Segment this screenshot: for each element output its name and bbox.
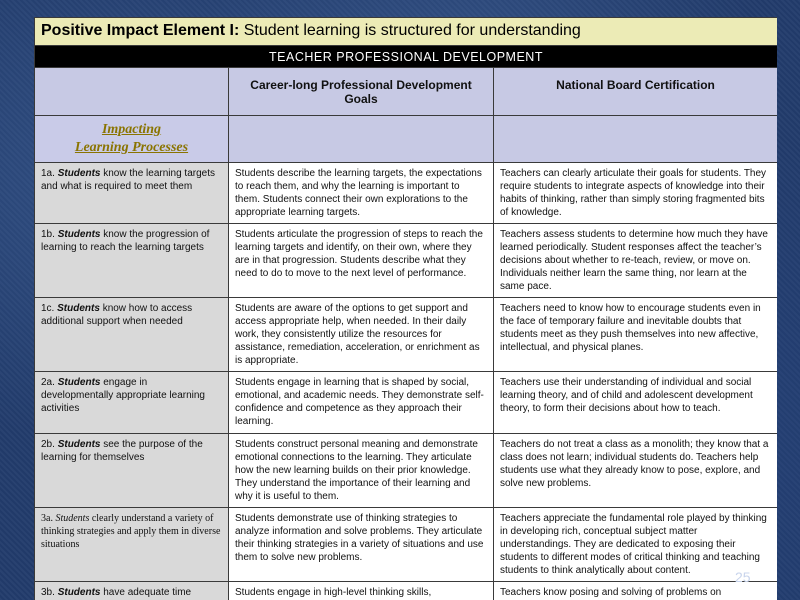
title-text: Student learning is structured for understanding	[243, 22, 581, 39]
row-cell-goals: Students construct personal meaning and demonstrate emotional connections to the learning. They articulate how the new learning builds on their prior knowledge. They understand the importance of their learning and why it is useful to them.	[229, 434, 494, 508]
banner-row	[35, 46, 778, 68]
banner-cell: TEACHER PROFESSIONAL DEVELOPMENT	[35, 46, 778, 68]
table-row	[35, 224, 778, 298]
row-cell-nbc: Teachers can clearly articulate their goals for students. They require students to integrate aspects of knowledge into their habits of thinking, rather than simply storing fragmented bits of knowledge.	[494, 163, 778, 224]
impacting-row	[35, 116, 778, 163]
column-header-row	[35, 68, 778, 116]
header-col-professional-development: Career-long Professional Development Goals	[229, 68, 494, 116]
impact-table	[34, 17, 777, 600]
impacting-line1: Impacting	[101, 122, 162, 137]
row-cell-goals: Students engage in high-level thinking skills,	[229, 582, 494, 600]
row-cell-nbc: Teachers know posing and solving of problems on	[494, 582, 778, 600]
table-row	[35, 163, 778, 224]
page-number: 25	[735, 569, 751, 585]
impacting-blank-2	[229, 116, 494, 163]
row-label: 1a. Students know the learning targets and what is required to meet them	[35, 163, 229, 224]
title-element: Positive Impact Element I:	[41, 22, 240, 39]
row-cell-nbc: Teachers need to know how to encourage students even in the face of temporary failure and inevitable doubts that students meet as they push themselves into new affective, intellectual, and physical planes.	[494, 298, 778, 372]
row-cell-goals: Students demonstrate use of thinking strategies to analyze information and solve problems. They articulate their thinking strategies in a variety of situations and use them to solve new problems.	[229, 508, 494, 582]
title-row	[35, 18, 778, 46]
table-row	[35, 508, 778, 582]
header-col-national-board: National Board Certification	[494, 68, 778, 116]
impacting-label	[35, 116, 229, 163]
row-label: 1b. Students know the progression of learning to reach the learning targets	[35, 224, 229, 298]
table-row	[35, 372, 778, 434]
row-cell-nbc: Teachers assess students to determine how much they have learned periodically. Student responses affect the teacher’s decisions about whether to re-teach, review, or move on. Individuals neither learn the same thing, nor learn at the same pace.	[494, 224, 778, 298]
header-blank-cell	[35, 68, 229, 116]
table-row	[35, 298, 778, 372]
title-cell	[35, 18, 778, 46]
row-label: 2a. Students engage in developmentally appropriate learning activities	[35, 372, 229, 434]
table-row	[35, 434, 778, 508]
row-label: 3a. Students clearly understand a variety of thinking strategies and apply them in diverse situations	[35, 508, 229, 582]
table-row	[35, 582, 778, 600]
row-cell-goals: Students articulate the progression of steps to reach the learning targets and identify, on their own, where they are in that progression. Students describe what they need to do to move to the next level of performance.	[229, 224, 494, 298]
impacting-blank-3	[494, 116, 778, 163]
row-cell-nbc: Teachers do not treat a class as a monolith; they know that a class does not learn; individual students do. Teachers help students use what they already know to pose, explore, and solve new problems.	[494, 434, 778, 508]
row-label: 2b. Students see the purpose of the learning for themselves	[35, 434, 229, 508]
row-label: 3b. Students have adequate time	[35, 582, 229, 600]
row-cell-goals: Students describe the learning targets, the expectations to reach them, and why the learning is important to them. Students connect their own explorations to the appropriate learning targets.	[229, 163, 494, 224]
impacting-line2: Learning Processes	[74, 140, 189, 155]
row-label: 1c. Students know how to access additional support when needed	[35, 298, 229, 372]
row-cell-nbc: Teachers appreciate the fundamental role played by thinking in developing rich, conceptual subject matter understandings. They are dedicated to exposing their students to different modes of critical thinking and teaching students to think analytically about content.	[494, 508, 778, 582]
row-cell-goals: Students are aware of the options to get support and access appropriate help, when needed. In their daily work, they consistently utilize the resources for assistance, remediation, acceleration, or enrichment as is appropriate.	[229, 298, 494, 372]
content-frame	[34, 17, 777, 600]
row-cell-nbc: Teachers use their understanding of individual and social learning theory, and of child and adolescent development theory, to form their decisions about how to teach.	[494, 372, 778, 434]
row-cell-goals: Students engage in learning that is shaped by social, emotional, and academic needs. They demonstrate self-confidence and competence as they approach their learning.	[229, 372, 494, 434]
